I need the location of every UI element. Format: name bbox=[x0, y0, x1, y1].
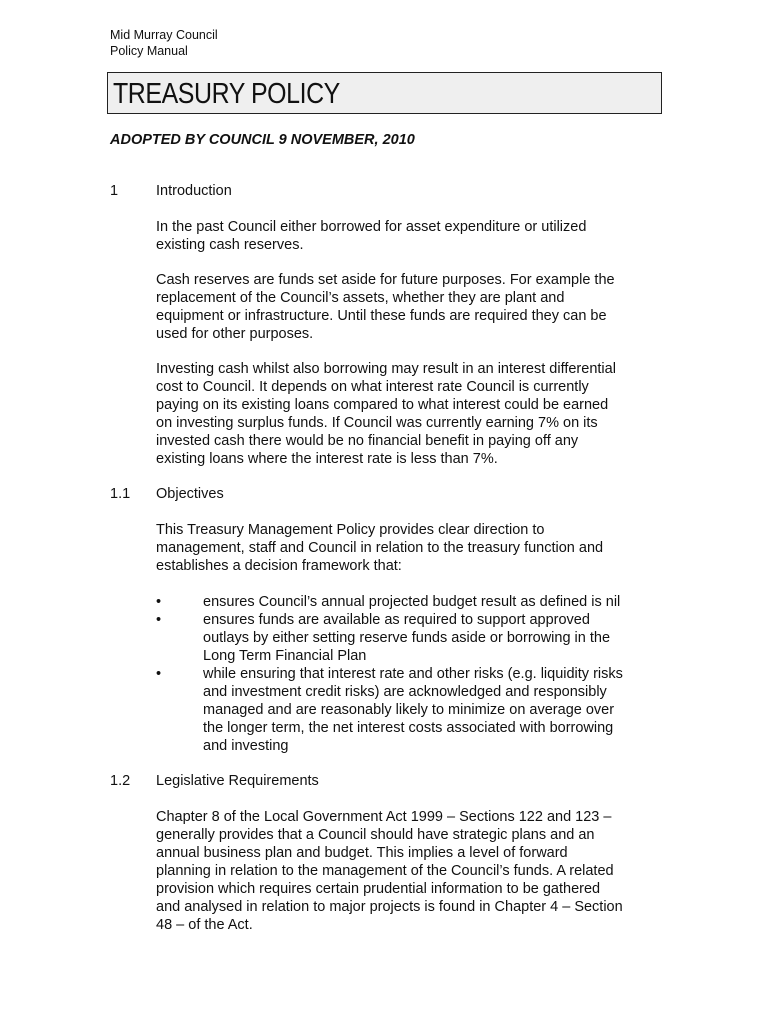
text-line: planning in relation to the management of the Council’s funds. A related bbox=[156, 863, 614, 879]
paragraph bbox=[156, 218, 666, 254]
text-line: the longer term, the net interest costs associated with borrowing bbox=[203, 720, 614, 736]
bullet-icon: • bbox=[156, 666, 162, 682]
header-manual: Policy Manual bbox=[110, 43, 188, 58]
text-line: paying on its existing loans compared to what interest could be earned bbox=[156, 397, 609, 413]
text-line: annual business plan and budget. This implies a level of forward bbox=[156, 845, 568, 861]
text-line: Cash reserves are funds set aside for future purposes. For example the bbox=[156, 272, 615, 288]
bullet-icon: • bbox=[156, 612, 162, 628]
paragraph bbox=[156, 808, 666, 934]
section-heading: Legislative Requirements bbox=[156, 773, 319, 789]
bullet-icon: • bbox=[156, 594, 162, 610]
text-line: used for other purposes. bbox=[156, 326, 314, 342]
list-item bbox=[156, 665, 666, 755]
text-line: existing loans where the interest rate is less than 7%. bbox=[156, 451, 498, 467]
section-heading: Introduction bbox=[156, 183, 232, 199]
section-number: 1.2 bbox=[110, 773, 131, 789]
objectives-list bbox=[156, 593, 666, 755]
text-line: outlays by either setting reserve funds aside or borrowing in the bbox=[203, 630, 611, 646]
text-line: This Treasury Management Policy provides clear direction to bbox=[156, 522, 545, 538]
text-line: ensures funds are available as required to support approved bbox=[203, 612, 590, 628]
text-line: management, staff and Council in relation to the treasury function and bbox=[156, 540, 604, 556]
section-number: 1 bbox=[110, 183, 119, 199]
text-line: generally provides that a Council should have strategic plans and an bbox=[156, 827, 595, 843]
paragraph bbox=[156, 271, 666, 343]
adopted-date: ADOPTED BY COUNCIL 9 NOVEMBER, 2010 bbox=[110, 132, 415, 148]
text-line: managed and are reasonably likely to minimize on average over bbox=[203, 702, 615, 718]
text-line: cost to Council. It depends on what interest rate Council is currently bbox=[156, 379, 589, 395]
header-org: Mid Murray Council bbox=[110, 28, 218, 42]
section-number: 1.1 bbox=[110, 486, 131, 502]
text-line: on investing surplus funds. If Council was currently earning 7% on its bbox=[156, 415, 598, 431]
text-line: 48 – of the Act. bbox=[156, 917, 253, 933]
page-title: TREASURY POLICY bbox=[113, 78, 340, 110]
text-line: Long Term Financial Plan bbox=[203, 648, 367, 664]
text-line: establishes a decision framework that: bbox=[156, 558, 402, 574]
text-line: ensures Council’s annual projected budget result as defined is nil bbox=[203, 594, 621, 610]
paragraph bbox=[156, 521, 666, 575]
document-header bbox=[110, 28, 218, 59]
text-line: while ensuring that interest rate and other risks (e.g. liquidity risks bbox=[203, 666, 623, 682]
title-box bbox=[107, 72, 662, 114]
text-line: invested cash there would be no financial benefit in paying off any bbox=[156, 433, 579, 449]
text-line: existing cash reserves. bbox=[156, 237, 304, 253]
text-line: provision which requires certain prudential information to be gathered bbox=[156, 881, 601, 897]
text-line: and investing bbox=[203, 738, 289, 754]
text-line: and investment credit risks) are acknowledged and responsibly bbox=[203, 684, 607, 700]
list-item bbox=[156, 593, 666, 611]
section-heading: Objectives bbox=[156, 486, 224, 502]
text-line: In the past Council either borrowed for asset expenditure or utilized bbox=[156, 219, 587, 235]
paragraph bbox=[156, 360, 666, 468]
text-line: equipment or infrastructure. Until these funds are required they can be bbox=[156, 308, 607, 324]
text-line: replacement of the Council’s assets, whether they are plant and bbox=[156, 290, 565, 306]
text-line: and analysed in relation to major projects is found in Chapter 4 – Section bbox=[156, 899, 623, 915]
list-item bbox=[156, 611, 666, 665]
text-line: Investing cash whilst also borrowing may result in an interest differential bbox=[156, 361, 616, 377]
text-line: Chapter 8 of the Local Government Act 1999 – Sections 122 and 123 – bbox=[156, 809, 612, 825]
